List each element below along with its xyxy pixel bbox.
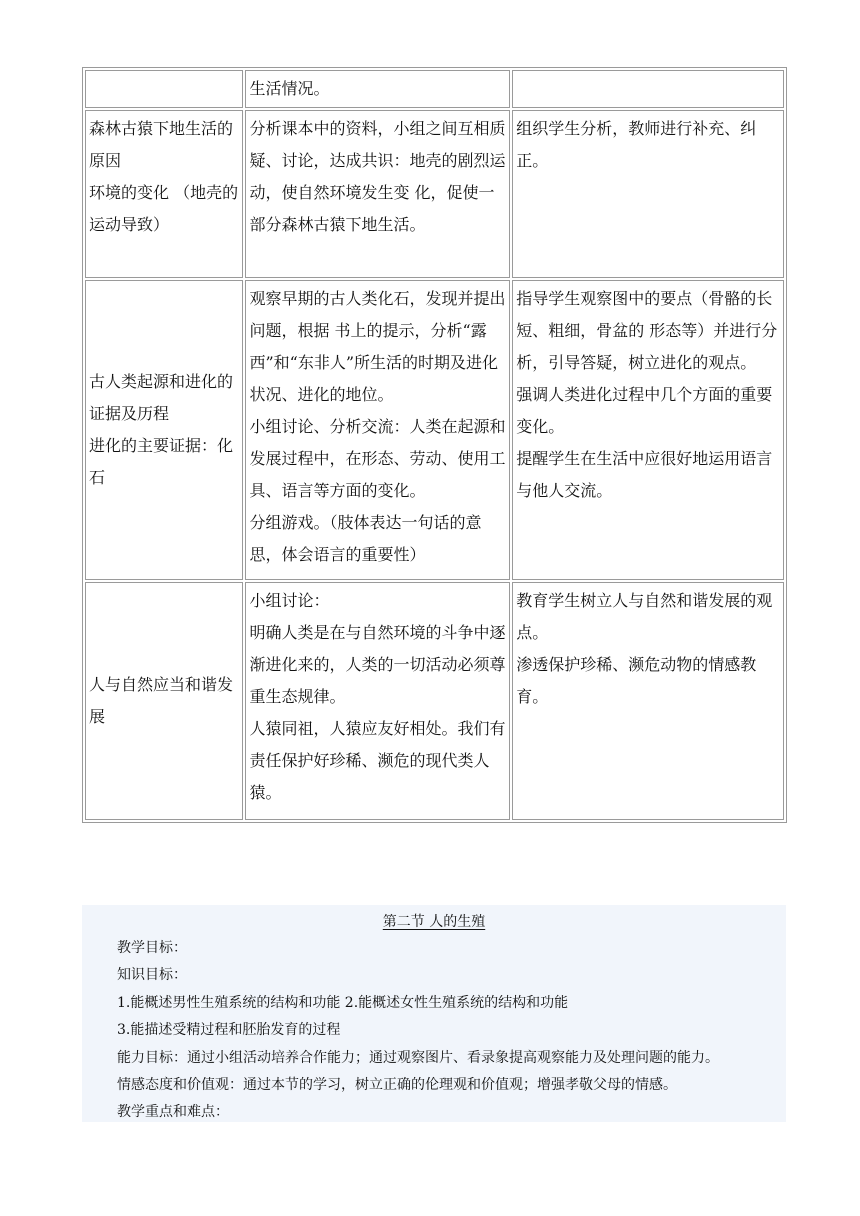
teacher-activity-cell: [512, 110, 784, 278]
teacher-activity-cell: [512, 280, 784, 580]
section-block: [82, 905, 786, 1122]
topic-cell: [85, 70, 243, 108]
cell-text: 小组讨论：: [249, 591, 330, 610]
cell-text: 明确人类是在与自然环境的斗争中逐渐进化来的，人类的一切活动必须尊重生态规律。: [249, 623, 506, 706]
section-line: 知识目标：: [117, 967, 187, 984]
section-line: 教学重点和难点：: [117, 1104, 229, 1121]
section-line: 1.能概述男性生殖系统的结构和功能 2.能概述女性生殖系统的结构和功能: [117, 994, 569, 1011]
cell-text: 分组游戏。（肢体表达一句话的意思，体会语言的重要性）: [249, 513, 482, 564]
student-activity-cell: [245, 582, 510, 820]
table-row: [85, 280, 784, 580]
cell-text: 分析课本中的资料，小组之间互相质疑、讨论，达成共识：地壳的剧烈运动，使自然环境发生变 化，促使一部分森林古猿下地生活。: [249, 119, 506, 234]
section-title: 第二节 人的生殖: [382, 914, 486, 930]
table-row: [85, 70, 784, 108]
section-line: 情感态度和价值观：通过本节的学习，树立正确的伦理观和价值观；增强孝敬父母的情感。: [117, 1077, 677, 1094]
cell-text: 指导学生观察图中的要点（骨骼的长短、粗细，骨盆的 形态等）并进行分析，引导答疑，树立进化的观点。: [516, 289, 778, 372]
cell-text: 森林古猿下地生活的原因: [89, 119, 234, 170]
section-line: 能力目标：通过小组活动培养合作能力；通过观察图片、看录象提高观察能力及处理问题的能力。: [117, 1049, 719, 1066]
section-line: 3.能描述受精过程和胚胎发育的过程: [117, 1022, 341, 1039]
topic-cell: [85, 582, 243, 820]
table-row: [85, 110, 784, 278]
cell-text: 人与自然应当和谐发展: [89, 675, 234, 726]
cell-text: 环境的变化 （地壳的运动导致）: [89, 183, 239, 234]
section-body: [117, 935, 786, 1127]
teacher-activity-cell: [512, 582, 784, 820]
cell-text: 提醒学生在生活中应很好地运用语言与他人交流。: [516, 449, 773, 500]
lesson-plan-table: [82, 67, 787, 823]
teacher-activity-cell: [512, 70, 784, 108]
cell-text: 人猿同祖，人猿应友好相处。我们有责任保护好珍稀、濒危的现代类人猿。: [249, 719, 506, 802]
student-activity-cell: [245, 110, 510, 278]
topic-cell: [85, 280, 243, 580]
student-activity-cell: [245, 70, 510, 108]
cell-text: 强调人类进化过程中几个方面的重要变化。: [516, 385, 773, 436]
cell-text: 进化的主要证据：化石: [89, 436, 234, 487]
cell-text: 渗透保护珍稀、濒危动物的情感教育。: [516, 655, 757, 706]
cell-text: 小组讨论、分析交流：人类在起源和发展过程中，在形态、劳动、使用工具、语言等方面的变化。: [249, 417, 506, 500]
topic-cell: [85, 110, 243, 278]
student-activity-cell: [245, 280, 510, 580]
cell-text: 教育学生树立人与自然和谐发展的观点。: [516, 591, 773, 642]
cell-text: 生活情况。: [249, 79, 330, 98]
cell-text: 古人类起源和进化的证据及历程: [89, 372, 234, 423]
section-line: 教学目标：: [117, 940, 187, 956]
cell-text: 观察早期的古人类化石，发现并提出问题，根据 书上的提示，分析“露西”和“东非人”所生活的时期及进化状况、进化的地位。: [249, 289, 506, 404]
cell-text: 组织学生分析，教师进行补充、纠正。: [516, 119, 757, 170]
table-row: [85, 582, 784, 820]
